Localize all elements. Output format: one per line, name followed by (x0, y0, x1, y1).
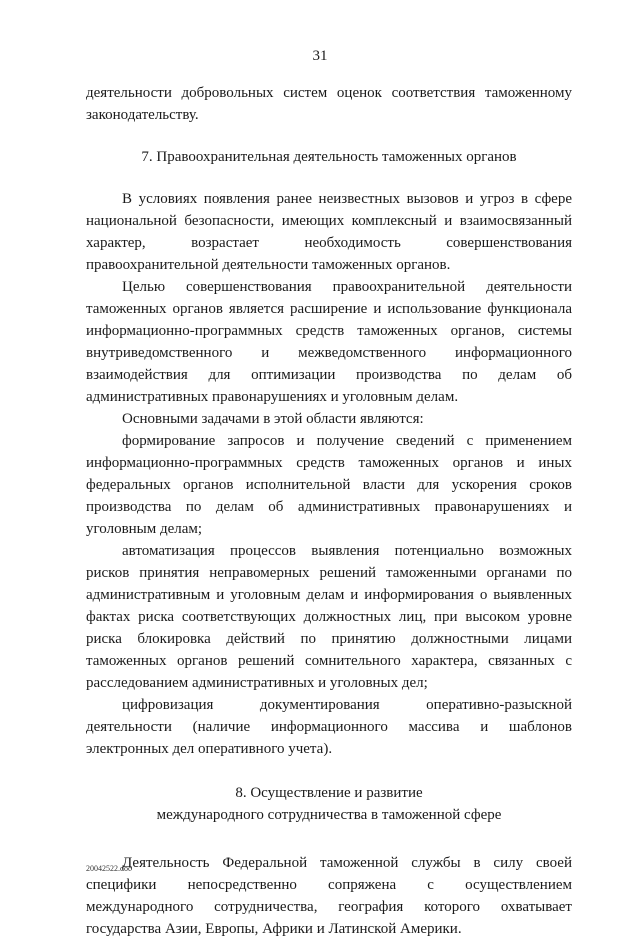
section-7-paragraph: В условиях появления ранее неизвестных вызовов и угроз в сфере национальной безопасности, имеющих комплексный и взаимосвязанный характер, возрастает необходимость совершенствования правоохранительной деятельности таможенных органов. (86, 191, 572, 273)
page-number: 31 (312, 48, 328, 64)
paragraph-continuation: деятельности добровольных систем оценок соответствия таможенному законодательству. (86, 85, 572, 123)
section-7-paragraph: Основными задачами в этой области являются: (122, 411, 424, 427)
section-7-list-item: цифровизация документирования оперативно-разыскной деятельности (наличие информационного массива и шаблонов электронных дел оперативного учета). (86, 697, 572, 757)
section-7-list-item: формирование запросов и получение сведений с применением информационно-программных средств таможенных органов и иных федеральных органов исполнительной власти для ускорения сроков производства по делам об административных правонарушениях и уголовным делам; (86, 433, 572, 537)
section-7-heading: 7. Правоохранительная деятельность таможенных органов (141, 149, 517, 165)
section-7-paragraph: Целью совершенствования правоохранительной деятельности таможенных органов является расширение и использование функционала информационно-программных средств таможенных органов, системы внутриведомственного и межведомственного информационного взаимодействия для оптимизации производства по делам об административных правонарушениях и уголовным делам. (86, 279, 572, 405)
section-8-heading (86, 782, 572, 826)
section-8-paragraph: Деятельность Федеральной таможенной службы в силу своей специфики непосредственно сопряжена с осуществлением международного сотрудничества, география которого охватывает государства Азии, Европы, Африки и Латинской Америки. (86, 855, 572, 937)
section-7-list-item: автоматизация процессов выявления потенциально возможных рисков принятия неправомерных решений таможенными органами по административным и уголовным делам и информирования о выявленных фактах риска соответствующих должностных лиц, при высоком уровне риска блокировка действий по принятию должностными лицами таможенных органов решений сомнительного характера, связанных с расследованием административных и уголовных дел; (86, 543, 572, 691)
section-8-heading-line1: 8. Осуществление и развитие (235, 785, 423, 801)
document-body (86, 82, 572, 940)
document-filename: 20042522.doc (86, 864, 132, 873)
section-8-heading-line2: международного сотрудничества в таможенной сфере (156, 807, 502, 823)
